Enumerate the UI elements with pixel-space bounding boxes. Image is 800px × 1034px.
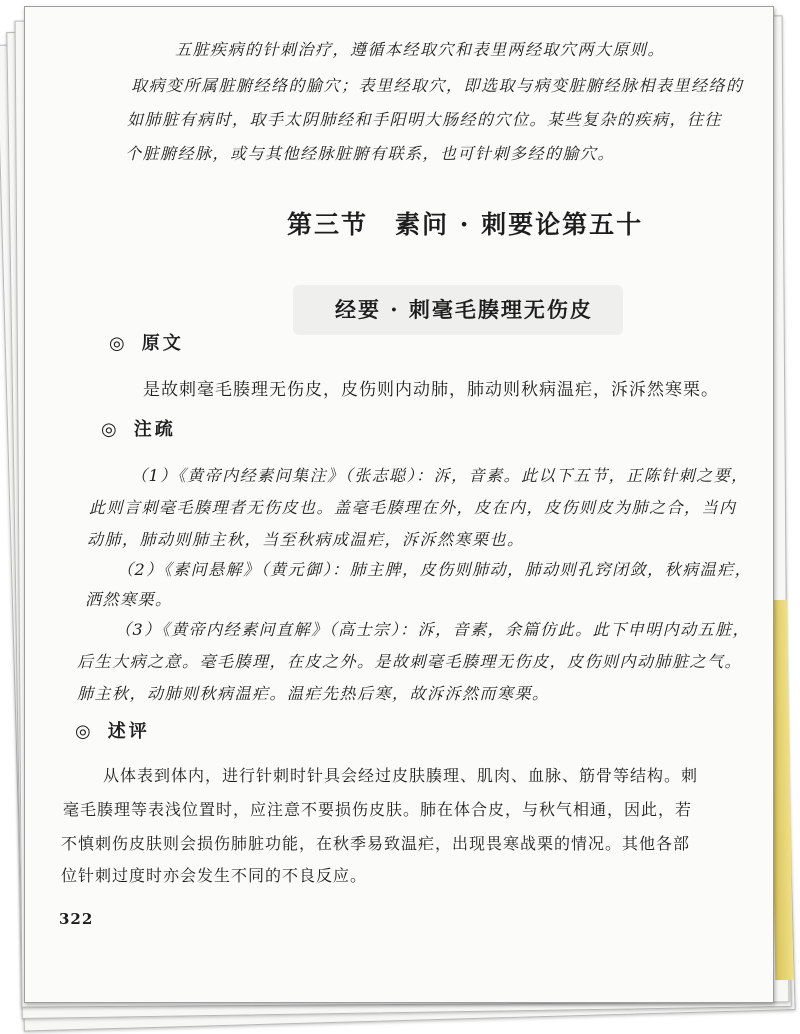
book-page [24,6,774,1003]
top-paragraph-line: 个脏腑经脉，或与其他经脉脏腑有联系，也可针刺多经的腧穴。 [125,144,616,163]
zhushu-line: 此则言刺毫毛腠理者无伤皮也。盖毫毛腠理在外，皮在内，皮伤则皮为肺之合，当内 [89,498,737,517]
subsection-title: 经要 · 刺毫毛腠理无伤皮 [335,297,593,322]
zhushu-line: （2）《素问悬解》（黄元御）：肺主脾，皮伤则肺动，肺动则孔窍闭敛，秋病温疟， [117,560,753,579]
zhushu-line: （1）《黄帝内经素问集注》（张志聪）：泝，音素。此以下五节，正陈针刺之要， [131,466,749,485]
yuanwen-text: 是故刺毫毛腠理无伤皮，皮伤则内动肺，肺动则秋病温疟，泝泝然寒栗。 [143,380,719,400]
zhushu-line: （3）《黄帝内经素问直解》（高士宗）：泝，音素，余篇仿此。此下申明内动五脏， [115,620,751,639]
yuanwen-heading [109,329,184,355]
bullseye-icon: ◎ [101,419,120,440]
top-paragraph-line: 取病变所属脏腑经络的腧穴；表里经取穴，即选取与病变脏腑经脉相表里经络的 [131,76,744,95]
page-number: 322 [59,910,94,928]
zhushu-line: 动肺，肺动则肺主秋，当至秋病成温疟，泝泝然寒栗也。 [87,530,525,549]
yuanwen-heading-text: 原文 [141,333,184,354]
shuping-line: 毫毛腠理等表浅位置时，应注意不要损伤皮肤。肺在体合皮，与秋气相通，因此，若 [63,800,693,819]
zhushu-line: 肺主秋，动肺则秋病温疟。温疟先热后寒，故泝泝然而寒栗。 [77,684,550,703]
zhushu-line: 后生大病之意。毫毛腠理，在皮之外。是故刺毫毛腠理无伤皮，皮伤则内动肺脏之气。 [77,652,743,671]
top-paragraph-line: 如肺脏有病时，取手太阴肺经和手阳明大肠经的穴位。某些复杂的疾病，往往 [127,110,723,129]
zhushu-line: 洒然寒栗。 [85,590,173,609]
zhushu-heading-text: 注疏 [133,419,176,440]
shuping-line: 不慎刺伤皮肤则会损伤肺脏功能，在秋季易致温疟，出现畏寒战栗的情况。其他各部 [61,834,691,853]
section-title: 第三节 素问 · 刺要论第五十 [287,210,644,239]
bullseye-icon: ◎ [75,721,94,742]
shuping-heading [75,717,150,743]
shuping-heading-text: 述评 [107,721,150,742]
top-paragraph-line: 五脏疾病的针刺治疗，遵循本经取穴和表里两经取穴两大原则。 [175,40,666,59]
zhushu-heading [101,415,176,441]
bullseye-icon: ◎ [109,333,128,354]
shuping-line: 位针刺过度时亦会发生不同的不良反应。 [61,866,368,885]
shuping-line: 从体表到体内，进行针刺时针具会经过皮肤腠理、肌肉、血脉、筋骨等结构。刺 [103,766,699,785]
